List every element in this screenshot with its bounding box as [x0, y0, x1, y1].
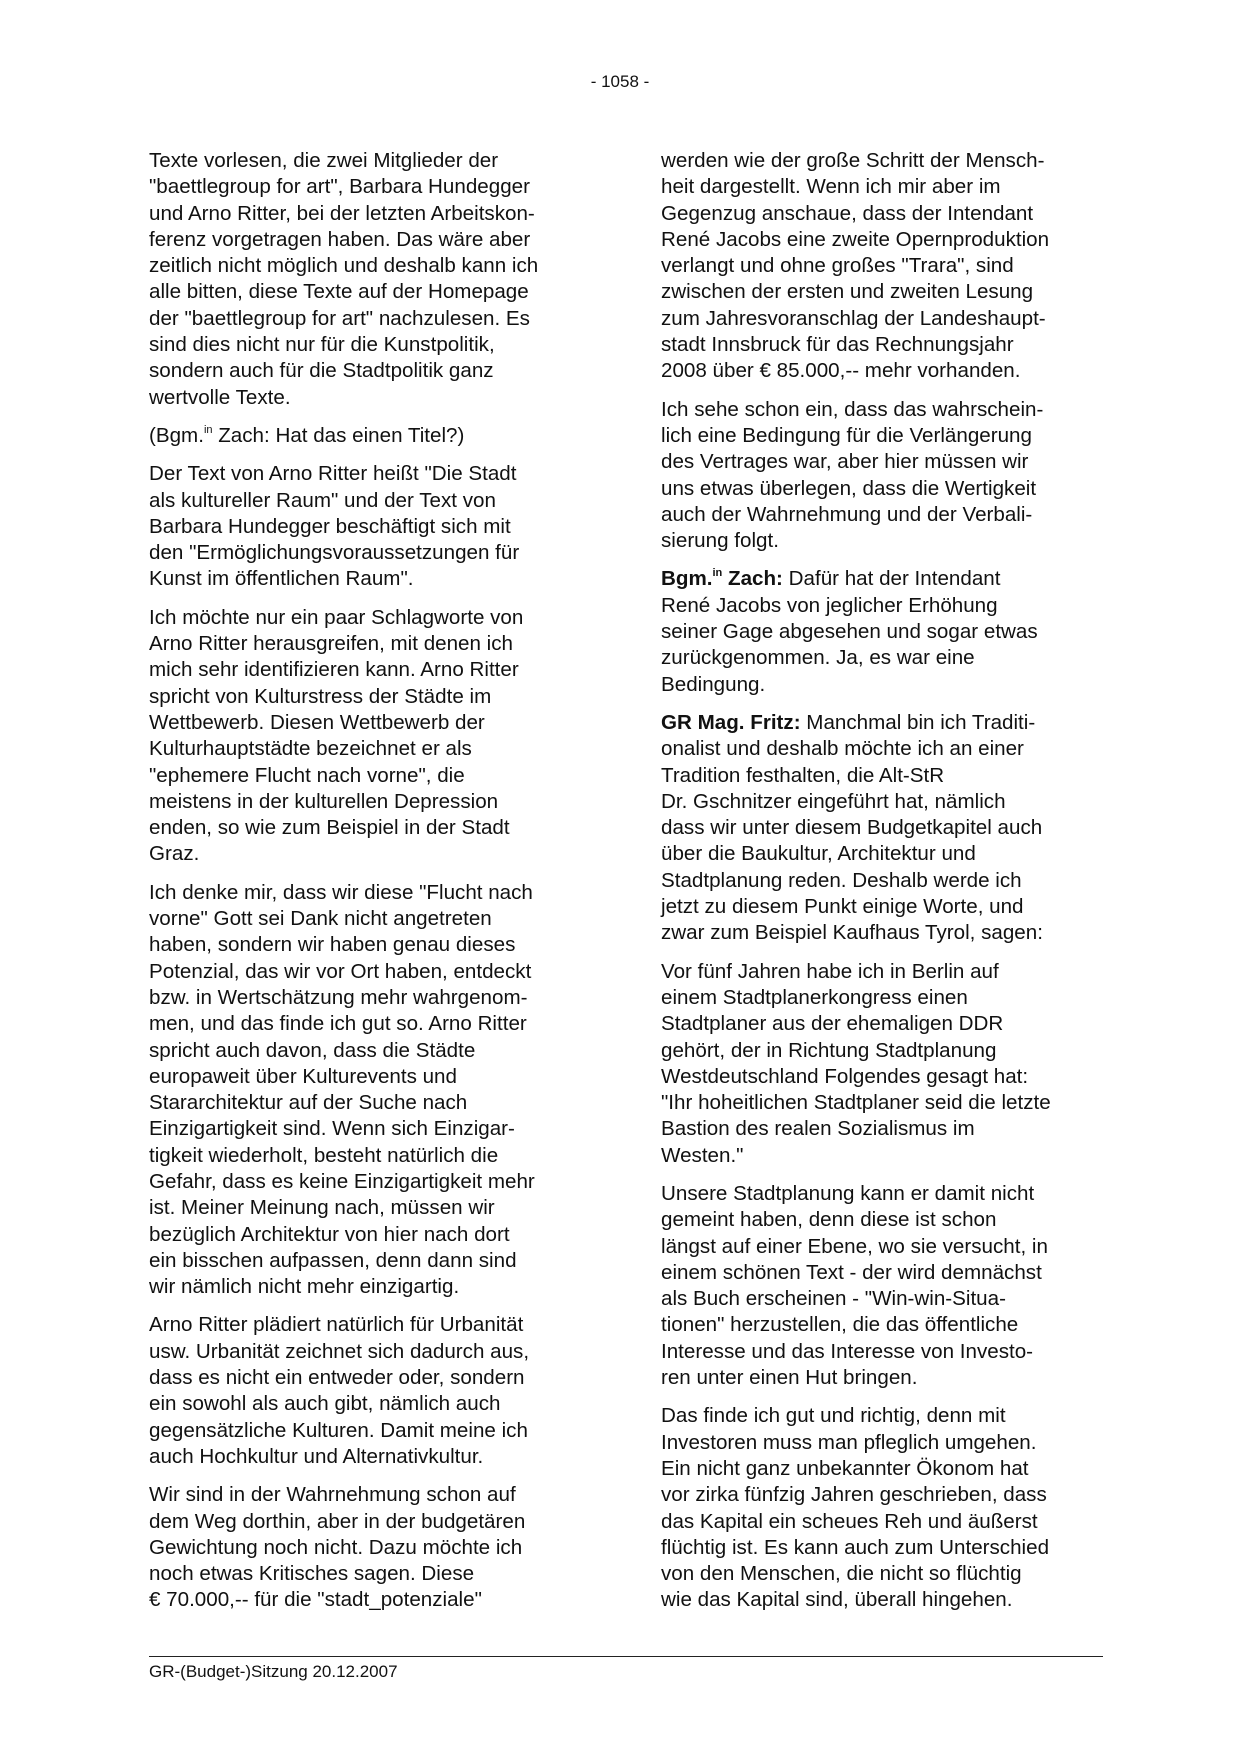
speech-text: Manchmal bin ich Traditi- onalist und deshalb möchte ich an einer Tradition festhalten, die Alt-StR Dr. Gschnitzer eingeführt hat, nämlich dass wir unter diesem Budgetkapitel auch über die Baukultur, Architektur und Stadtplanung reden. Deshalb werde ich jetzt zu diesem Punkt einige Worte, und zwar zum Beispiel Kaufhaus Tyrol, sagen: — [661, 710, 1043, 945]
superscript: in — [712, 567, 723, 580]
paragraph: Ich sehe schon ein, dass das wahrschein- lich eine Bedingung für die Verlängerung des Vertrages war, aber hier müssen wir uns etwas überlegen, dass die Wertigkeit auch der Wahrnehmung und der Verbali- sierung folgt. — [661, 397, 1044, 553]
paragraph-speaker-zach — [661, 566, 1101, 697]
paragraph: Vor fünf Jahren habe ich in Berlin auf einem Stadtplanerkongress einen Stadtplaner aus der ehemaligen DDR gehört, der in Richtung Stadtplanung Westdeutschland Folgendes gesagt hat: "Ihr hoheitlichen Stadtplaner seid die letzte Bastion des realen Sozialismus im Westen." — [661, 959, 1051, 1167]
paragraph: Texte vorlesen, die zwei Mitglieder der "baettlegroup for art", Barbara Hundegger und Arno Ritter, bei der letzten Arbeitskon- ferenz vorgetragen haben. Das wäre aber zeitlich nicht möglich und deshalb kann ich alle bitten, diese Texte auf der Homepage der "baettlegroup for art" nachzulesen. Es sind dies nicht nur für die Kunstpolitik, sondern auch für die Stadtpolitik ganz wertvolle Texte. — [149, 149, 539, 409]
right-column — [661, 148, 1101, 1626]
page-number: - 1058 - — [590, 72, 650, 91]
paragraph-speaker-fritz — [661, 710, 1101, 947]
paragraph: Der Text von Arno Ritter heißt "Die Stadt als kultureller Raum" und der Text von Barbara Hundegger beschäftigt sich mit den "Ermöglichungsvoraussetzungen für Kunst im öffentlichen Raum". — [149, 462, 520, 591]
speaker-name: GR Mag. Fritz: — [661, 710, 801, 734]
footer-divider — [149, 1656, 1103, 1657]
superscript: in — [203, 423, 213, 436]
paragraph: Das finde ich gut und richtig, denn mit Investoren muss man pfleglich umgehen. Ein nicht ganz unbekannter Ökonom hat vor zirka fünfzig Jahren geschrieben, dass das Kapital ein scheues Reh und äußerst flüchtig ist. Es kann auch zum Unterschied von den Menschen, die nicht so flüchtig wie das Kapital sind, überall hingehen. — [661, 1404, 1050, 1612]
paragraph: werden wie der große Schritt der Mensch- heit dargestellt. Wenn ich mir aber im Gegenzug anschaue, dass der Intendant René Jacobs eine zweite Opernproduktion verlangt und ohne großes "Trara", sind zwischen der ersten und zweiten Lesung zum Jahresvoranschlag der Landeshaupt- stadt Innsbruck für das Rechnungsjahr 2008 über € 85.000,-- mehr vorhanden. — [661, 149, 1050, 383]
paragraph: Ich möchte nur ein paar Schlagworte von Arno Ritter herausgreifen, mit denen ich mich sehr identifizieren kann. Arno Ritter spricht von Kulturstress der Städte im Wettbewerb. Diesen Wettbewerb der Kulturhauptstädte bezeichnet er als "ephemere Flucht nach vorne", die meistens in der kulturellen Depression enden, so wie zum Beispiel in der Stadt Graz. — [149, 605, 524, 866]
speaker-name-rest: Zach: — [722, 567, 783, 591]
paragraph: Unsere Stadtplanung kann er damit nicht gemeint haben, denn diese ist schon längst auf einer Ebene, wo sie versucht, in einem schönen Text - der wird demnächst als Buch erscheinen - "Win-win-Situa- tionen" herzustellen, die das öffentliche Interesse und das Interesse von Investo- ren unter einen Hut bringen. — [661, 1181, 1048, 1390]
paragraph: Wir sind in der Wahrnehmung schon auf dem Weg dorthin, aber in der budgetären Gewichtung noch nicht. Dazu möchte ich noch etwas Kritisches sagen. Diese € 70.000,-- für die "stadt_potenziale" — [149, 1483, 526, 1612]
paragraph: Arno Ritter plädiert natürlich für Urbanität usw. Urbanität zeichnet sich dadurch aus, dass es nicht ein entweder oder, sondern ein sowohl als auch gibt, nämlich auch gegensätzliche Kulturen. Damit meine ich auch Hochkultur und Alternativkultur. — [149, 1313, 530, 1468]
speech-text: Dafür hat der Intendant René Jacobs von jeglicher Erhöhung seiner Gage abgesehen und sogar etwas zurückgenommen. Ja, es war eine Bedingung. — [661, 567, 1038, 696]
left-column — [149, 148, 589, 1626]
footer-label: GR-(Budget-)Sitzung 20.12.2007 — [149, 1662, 398, 1681]
paragraph: Ich denke mir, dass wir diese "Flucht nach vorne" Gott sei Dank nicht angetreten haben, sondern wir haben genau dieses Potenzial, das wir vor Ort haben, entdeckt bzw. in Wertschätzung mehr wahrgenom- men, und das finde ich gut so. Arno Ritter spricht auch davon, dass die Städte europaweit über Kulturevents und Stararchitektur auf der Suche nach Einzigartigkeit sind. Wenn sich Einzigar- tigkeit wiederholt, besteht natürlich die Gefahr, dass es keine Einzigartigkeit mehr ist. Meiner Meinung nach, müssen wir bezüglich Architektur von hier nach dort ein bisschen aufpassen, denn dann sind wir nämlich nicht mehr einzigartig. — [149, 880, 535, 1299]
interjection-open: (Bgm. — [149, 423, 204, 447]
interjection-text: Zach: Hat das einen Titel?) — [212, 423, 465, 447]
paragraph-interjection — [149, 423, 589, 449]
speaker-name: Bgm. — [661, 567, 713, 591]
